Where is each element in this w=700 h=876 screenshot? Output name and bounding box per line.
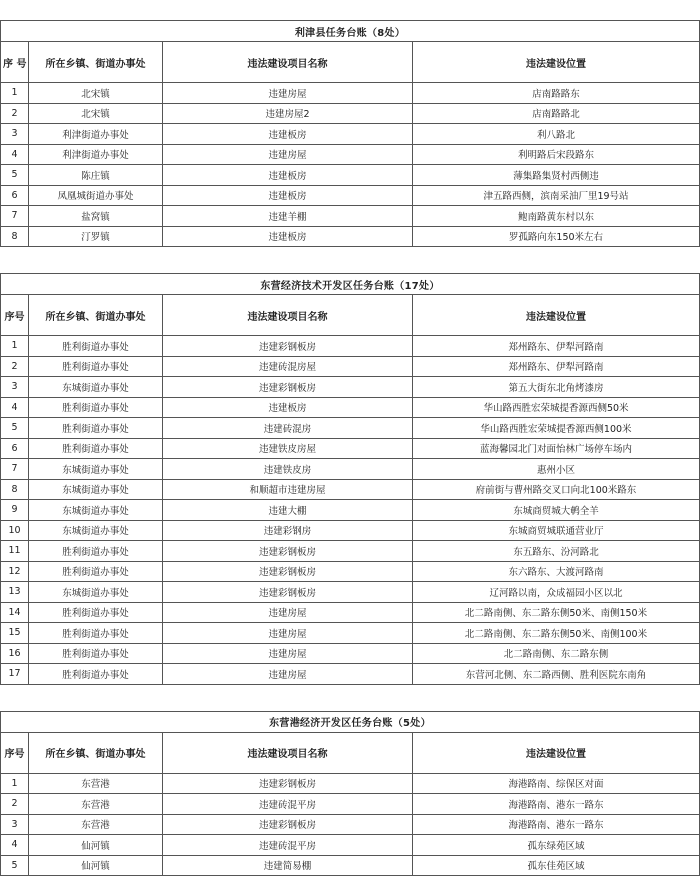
table-row: [1, 144, 700, 165]
table-row: [1, 397, 700, 418]
row-project-name: 违建房屋: [163, 643, 413, 664]
row-number: 7: [1, 206, 29, 227]
row-town: 仙河镇: [29, 855, 163, 876]
row-location: 利八路北: [413, 124, 700, 145]
table-row: [1, 479, 700, 500]
header-number: 序 号: [1, 42, 29, 83]
row-town: 东城街道办事处: [29, 582, 163, 603]
table-row: [1, 520, 700, 541]
row-number: 3: [1, 814, 29, 835]
table-row: [1, 459, 700, 480]
row-town: 陈庄镇: [29, 165, 163, 186]
row-town: 东营港: [29, 773, 163, 794]
row-location: 孤东佳苑区域: [413, 855, 700, 876]
row-location: 华山路西胜宏荣城提香源西侧50米: [413, 397, 700, 418]
table-row: [1, 561, 700, 582]
row-number: 13: [1, 582, 29, 603]
row-number: 16: [1, 643, 29, 664]
row-number: 14: [1, 602, 29, 623]
table-row: [1, 855, 700, 876]
row-town: 东城街道办事处: [29, 520, 163, 541]
row-location: 华山路西胜宏荣城提香源西侧100米: [413, 418, 700, 439]
row-project-name: 违建房屋: [163, 602, 413, 623]
row-project-name: 违建彩钢板房: [163, 561, 413, 582]
table-row: [1, 500, 700, 521]
table-row: [1, 377, 700, 398]
table-row: [1, 185, 700, 206]
row-town: 胜利街道办事处: [29, 561, 163, 582]
row-number: 2: [1, 794, 29, 815]
row-location: 府前街与曹州路交叉口向北100米路东: [413, 479, 700, 500]
row-town: 胜利街道办事处: [29, 541, 163, 562]
row-location: 薄集路集贤村西侧违: [413, 165, 700, 186]
row-location: 店南路路东: [413, 83, 700, 104]
table-row: [1, 643, 700, 664]
table-row: [1, 438, 700, 459]
header-number: 序号: [1, 295, 29, 336]
row-number: 10: [1, 520, 29, 541]
row-project-name: 违建板房: [163, 397, 413, 418]
row-number: 9: [1, 500, 29, 521]
table-row: [1, 623, 700, 644]
row-town: 胜利街道办事处: [29, 356, 163, 377]
row-town: 胜利街道办事处: [29, 602, 163, 623]
table-title-row: [1, 21, 700, 42]
table-row: [1, 541, 700, 562]
row-town: 东营港: [29, 794, 163, 815]
row-town: 胜利街道办事处: [29, 336, 163, 357]
row-number: 1: [1, 773, 29, 794]
table-row: [1, 336, 700, 357]
header-town: 所在乡镇、街道办事处: [29, 42, 163, 83]
row-location: 店南路路北: [413, 103, 700, 124]
row-town: 胜利街道办事处: [29, 418, 163, 439]
row-town: 东城街道办事处: [29, 459, 163, 480]
row-project-name: 违建砖混平房: [163, 794, 413, 815]
header-location: 违法建设位置: [413, 42, 700, 83]
row-project-name: 违建砖混房: [163, 418, 413, 439]
section-gap: [0, 247, 700, 273]
row-project-name: 违建房屋: [163, 144, 413, 165]
row-number: 5: [1, 165, 29, 186]
row-project-name: 违建砖混平房: [163, 835, 413, 856]
row-number: 3: [1, 124, 29, 145]
table-title: 东营港经济开发区任务台账（5处）: [1, 711, 700, 732]
table-row: [1, 835, 700, 856]
table-row: [1, 664, 700, 685]
row-town: 东城街道办事处: [29, 479, 163, 500]
row-location: 海港路南、港东一路东: [413, 794, 700, 815]
header-location: 违法建设位置: [413, 295, 700, 336]
row-number: 7: [1, 459, 29, 480]
row-project-name: 违建板房: [163, 226, 413, 247]
row-project-name: 违建砖混房屋: [163, 356, 413, 377]
header-number: 序号: [1, 732, 29, 773]
row-town: 胜利街道办事处: [29, 438, 163, 459]
header-project-name: 违法建设项目名称: [163, 732, 413, 773]
row-town: 东城街道办事处: [29, 377, 163, 398]
row-location: 东营河北侧、东二路西侧、胜利医院东南角: [413, 664, 700, 685]
row-project-name: 违建彩钢板房: [163, 814, 413, 835]
row-location: 惠州小区: [413, 459, 700, 480]
row-town: 仙河镇: [29, 835, 163, 856]
row-location: 东六路东、大渡河路南: [413, 561, 700, 582]
row-project-name: 违建房屋: [163, 623, 413, 644]
row-number: 1: [1, 336, 29, 357]
header-town: 所在乡镇、街道办事处: [29, 295, 163, 336]
row-location: 北二路南侧、东二路东侧: [413, 643, 700, 664]
table-row: [1, 103, 700, 124]
row-number: 15: [1, 623, 29, 644]
row-location: 第五大街东北角烤漆房: [413, 377, 700, 398]
row-number: 12: [1, 561, 29, 582]
row-number: 6: [1, 438, 29, 459]
row-project-name: 违建彩钢板房: [163, 377, 413, 398]
row-town: 胜利街道办事处: [29, 397, 163, 418]
row-location: 东城商贸城大鹌全羊: [413, 500, 700, 521]
table-row: [1, 418, 700, 439]
row-location: 东五路东、汾河路北: [413, 541, 700, 562]
row-number: 4: [1, 397, 29, 418]
table-row: [1, 773, 700, 794]
row-number: 5: [1, 418, 29, 439]
header-project-name: 违法建设项目名称: [163, 42, 413, 83]
row-location: 利明路后宋段路东: [413, 144, 700, 165]
table-row: [1, 83, 700, 104]
row-number: 1: [1, 83, 29, 104]
row-number: 2: [1, 103, 29, 124]
table-row: [1, 226, 700, 247]
row-project-name: 违建房屋2: [163, 103, 413, 124]
row-project-name: 违建彩钢板房: [163, 541, 413, 562]
table-row: [1, 124, 700, 145]
row-project-name: 违建板房: [163, 185, 413, 206]
row-location: 北二路南侧、东二路东侧50米、南侧100米: [413, 623, 700, 644]
row-town: 东营港: [29, 814, 163, 835]
row-number: 8: [1, 479, 29, 500]
row-location: 孤东绿苑区域: [413, 835, 700, 856]
row-number: 8: [1, 226, 29, 247]
row-project-name: 违建彩钢板房: [163, 582, 413, 603]
row-project-name: 违建羊棚: [163, 206, 413, 227]
row-town: 胜利街道办事处: [29, 623, 163, 644]
ledger-table-lijin: [0, 20, 700, 247]
row-location: 郑州路东、伊犁河路南: [413, 356, 700, 377]
row-location: 蓝海馨园北门对面怡林广场停车场内: [413, 438, 700, 459]
row-town: 利津街道办事处: [29, 124, 163, 145]
top-margin: [0, 0, 700, 20]
table-header-row: [1, 732, 700, 773]
row-location: 海港路南、综保区对面: [413, 773, 700, 794]
table-row: [1, 582, 700, 603]
header-location: 违法建设位置: [413, 732, 700, 773]
header-town: 所在乡镇、街道办事处: [29, 732, 163, 773]
section-gap: [0, 685, 700, 711]
row-location: 东城商贸城联通营业厅: [413, 520, 700, 541]
row-project-name: 违建彩钢房: [163, 520, 413, 541]
row-number: 11: [1, 541, 29, 562]
table-row: [1, 814, 700, 835]
row-number: 4: [1, 835, 29, 856]
row-project-name: 违建彩钢板房: [163, 336, 413, 357]
row-project-name: 违建板房: [163, 165, 413, 186]
table-row: [1, 794, 700, 815]
row-town: 利津街道办事处: [29, 144, 163, 165]
table-title: 东营经济技术开发区任务台账（17处）: [1, 274, 700, 295]
row-number: 3: [1, 377, 29, 398]
table-row: [1, 602, 700, 623]
row-town: 胜利街道办事处: [29, 643, 163, 664]
table-title-row: [1, 711, 700, 732]
row-location: 辽河路以南，众成福园小区以北: [413, 582, 700, 603]
row-number: 6: [1, 185, 29, 206]
row-town: 汀罗镇: [29, 226, 163, 247]
ledger-table-dongying-port: [0, 711, 700, 876]
row-town: 北宋镇: [29, 83, 163, 104]
row-project-name: 违建房屋: [163, 664, 413, 685]
row-number: 4: [1, 144, 29, 165]
row-location: 罗孤路向东150米左右: [413, 226, 700, 247]
row-town: 盐窝镇: [29, 206, 163, 227]
row-project-name: 违建简易棚: [163, 855, 413, 876]
row-location: 津五路西侧，滨南采油厂里19号站: [413, 185, 700, 206]
row-location: 海港路南、港东一路东: [413, 814, 700, 835]
table-header-row: [1, 295, 700, 336]
row-town: 北宋镇: [29, 103, 163, 124]
row-number: 5: [1, 855, 29, 876]
row-project-name: 违建彩钢板房: [163, 773, 413, 794]
row-project-name: 违建大棚: [163, 500, 413, 521]
row-location: 鲍南路黄东村以东: [413, 206, 700, 227]
row-project-name: 违建板房: [163, 124, 413, 145]
row-location: 北二路南侧、东二路东侧50米、南侧150米: [413, 602, 700, 623]
row-project-name: 违建铁皮房屋: [163, 438, 413, 459]
row-project-name: 和顺超市违建房屋: [163, 479, 413, 500]
row-number: 2: [1, 356, 29, 377]
header-project-name: 违法建设项目名称: [163, 295, 413, 336]
table-title-row: [1, 274, 700, 295]
table-header-row: [1, 42, 700, 83]
table-title: 利津县任务台账（8处）: [1, 21, 700, 42]
row-town: 凤凰城街道办事处: [29, 185, 163, 206]
row-town: 胜利街道办事处: [29, 664, 163, 685]
row-project-name: 违建房屋: [163, 83, 413, 104]
table-row: [1, 165, 700, 186]
row-number: 17: [1, 664, 29, 685]
table-row: [1, 356, 700, 377]
row-town: 东城街道办事处: [29, 500, 163, 521]
row-location: 郑州路东、伊犁河路南: [413, 336, 700, 357]
row-project-name: 违建铁皮房: [163, 459, 413, 480]
table-row: [1, 206, 700, 227]
ledger-table-dongying-devzone: [0, 273, 700, 685]
